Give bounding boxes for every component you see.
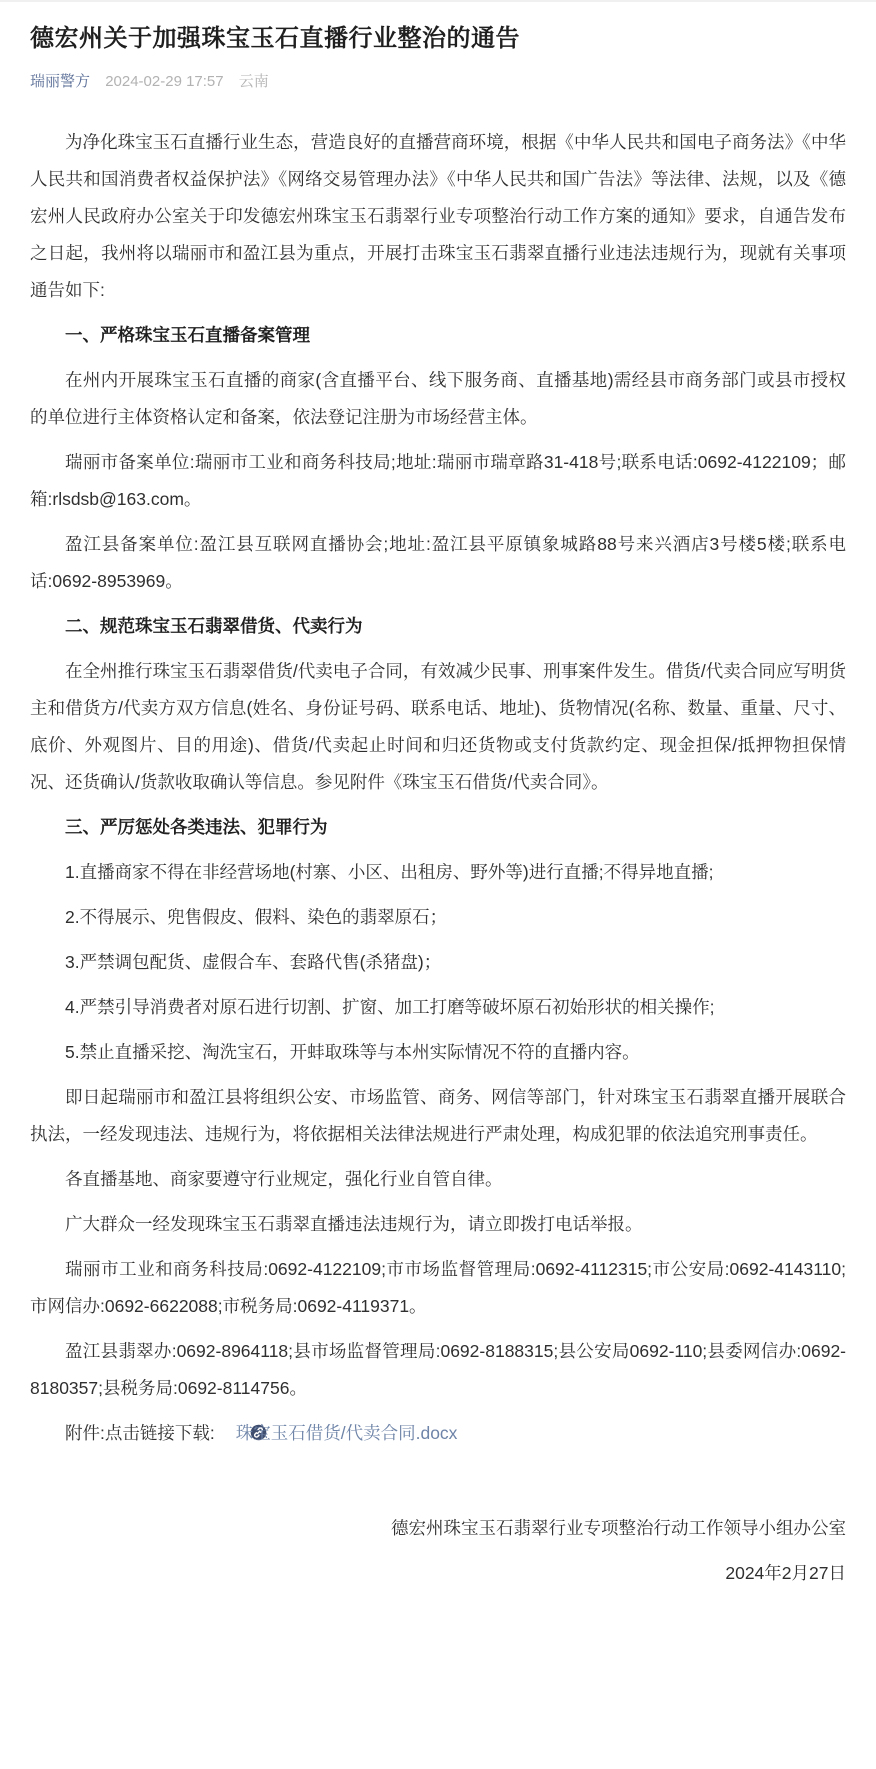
page-title: 德宏州关于加强珠宝玉石直播行业整治的通告 <box>30 25 520 52</box>
article-meta <box>30 71 846 92</box>
attachment-line <box>30 1415 846 1452</box>
attachment-prefix: 附件:点击链接下载: <box>65 1423 215 1443</box>
paragraph: 5.禁止直播采挖、淘洗宝石，开蚌取珠等与本州实际情况不符的直播内容。 <box>65 1042 640 1062</box>
section-heading: 三、严厉惩处各类违法、犯罪行为 <box>65 817 328 837</box>
paragraph: 1.直播商家不得在非经营场地(村寨、小区、出租房、野外等)进行直播;不得异地直播; <box>65 862 714 882</box>
paragraph: 瑞丽市备案单位:瑞丽市工业和商务科技局;地址:瑞丽市瑞章路31-418号;联系电话:0692-4122109；邮箱:rlsdsb@163.com。 <box>30 452 846 509</box>
paragraph: 各直播基地、商家要遵守行业规定，强化行业自管自律。 <box>65 1169 503 1189</box>
paragraph: 2.不得展示、兜售假皮、假料、染色的翡翠原石； <box>65 907 448 927</box>
paragraph: 盈江县翡翠办:0692-8964118;县市场监督管理局:0692-8188315;县公安局0692-110;县委网信办:0692-8180357;县税务局:0692-8114756。 <box>30 1341 846 1398</box>
author-link[interactable]: 瑞丽警方 <box>30 73 91 90</box>
paragraph: 4.严禁引导消费者对原石进行切割、扩窗、加工打磨等破坏原石初始形状的相关操作; <box>65 997 715 1017</box>
paragraph: 为净化珠宝玉石直播行业生态，营造良好的直播营商环境，根据《中华人民共和国电子商务法》《中华人民共和国消费者权益保护法》《网络交易管理办法》《中华人民共和国广告法》等法律、法规，以及《德宏州人民政府办公室关于印发德宏州珠宝玉石翡翠行业专项整治行动工作方案的通知》要求，自通告发布之日起，我州将以瑞丽市和盈江县为重点，开展打击珠宝玉石翡翠直播行业违法违规行为，现就有关事项通告如下: <box>30 132 846 300</box>
paragraph: 盈江县备案单位:盈江县互联网直播协会;地址:盈江县平原镇象城路88号来兴酒店3号楼5楼;联系电话:0692-8953969。 <box>30 534 846 591</box>
paragraph: 在全州推行珠宝玉石翡翠借货/代卖电子合同，有效减少民事、刑事案件发生。借货/代卖合同应写明货主和借货方/代卖方双方信息(姓名、身份证号码、联系电话、地址)、货物情况(名称、数量、重量、尺寸、底价、外观图片、目的用途)、借货/代卖起止时间和归还货物或支付货款约定、现金担保/抵押物担保情况、还货确认/货款收取确认等信息。参见附件《珠宝玉石借货/代卖合同》。 <box>30 661 846 792</box>
publish-datetime: 2024-02-29 17:57 <box>105 73 224 90</box>
section-heading: 二、规范珠宝玉石翡翠借货、代卖行为 <box>65 616 363 636</box>
publish-location: 云南 <box>238 73 269 90</box>
section-heading: 一、严格珠宝玉石直播备案管理 <box>65 325 310 345</box>
attachment-filename[interactable]: 珠宝玉石借货/代卖合同.docx <box>235 1423 458 1443</box>
signature-line: 德宏州珠宝玉石翡翠行业专项整治行动工作领导小组办公室 <box>391 1518 846 1538</box>
attachment-link[interactable] <box>215 1423 458 1443</box>
paragraph: 3.严禁调包配货、虚假合车、套路代售(杀猪盘)； <box>65 952 442 972</box>
paragraph: 广大群众一经发现珠宝玉石翡翠直播违法违规行为，请立即拨打电话举报。 <box>65 1214 643 1234</box>
paragraph: 瑞丽市工业和商务科技局:0692-4122109;市市场监督管理局:0692-4112315;市公安局:0692-4143110;市网信办:0692-6622088;市税务局:0692-4119371。 <box>30 1259 846 1316</box>
paragraph: 即日起瑞丽市和盈江县将组织公安、市场监管、商务、网信等部门，针对珠宝玉石翡翠直播开展联合执法，一经发现违法、违规行为，将依据相关法律法规进行严肃处理，构成犯罪的依法追究刑事责任。 <box>30 1087 846 1144</box>
article-body <box>30 124 846 1592</box>
chain-link-icon[interactable] <box>215 1417 232 1434</box>
signature-date: 2024年2月27日 <box>725 1563 846 1583</box>
article-page <box>0 2 876 1610</box>
article-blocks <box>30 124 846 1407</box>
paragraph: 在州内开展珠宝玉石直播的商家(含直播平台、线下服务商、直播基地)需经县市商务部门或县市授权的单位进行主体资格认定和备案，依法登记注册为市场经营主体。 <box>30 370 846 427</box>
